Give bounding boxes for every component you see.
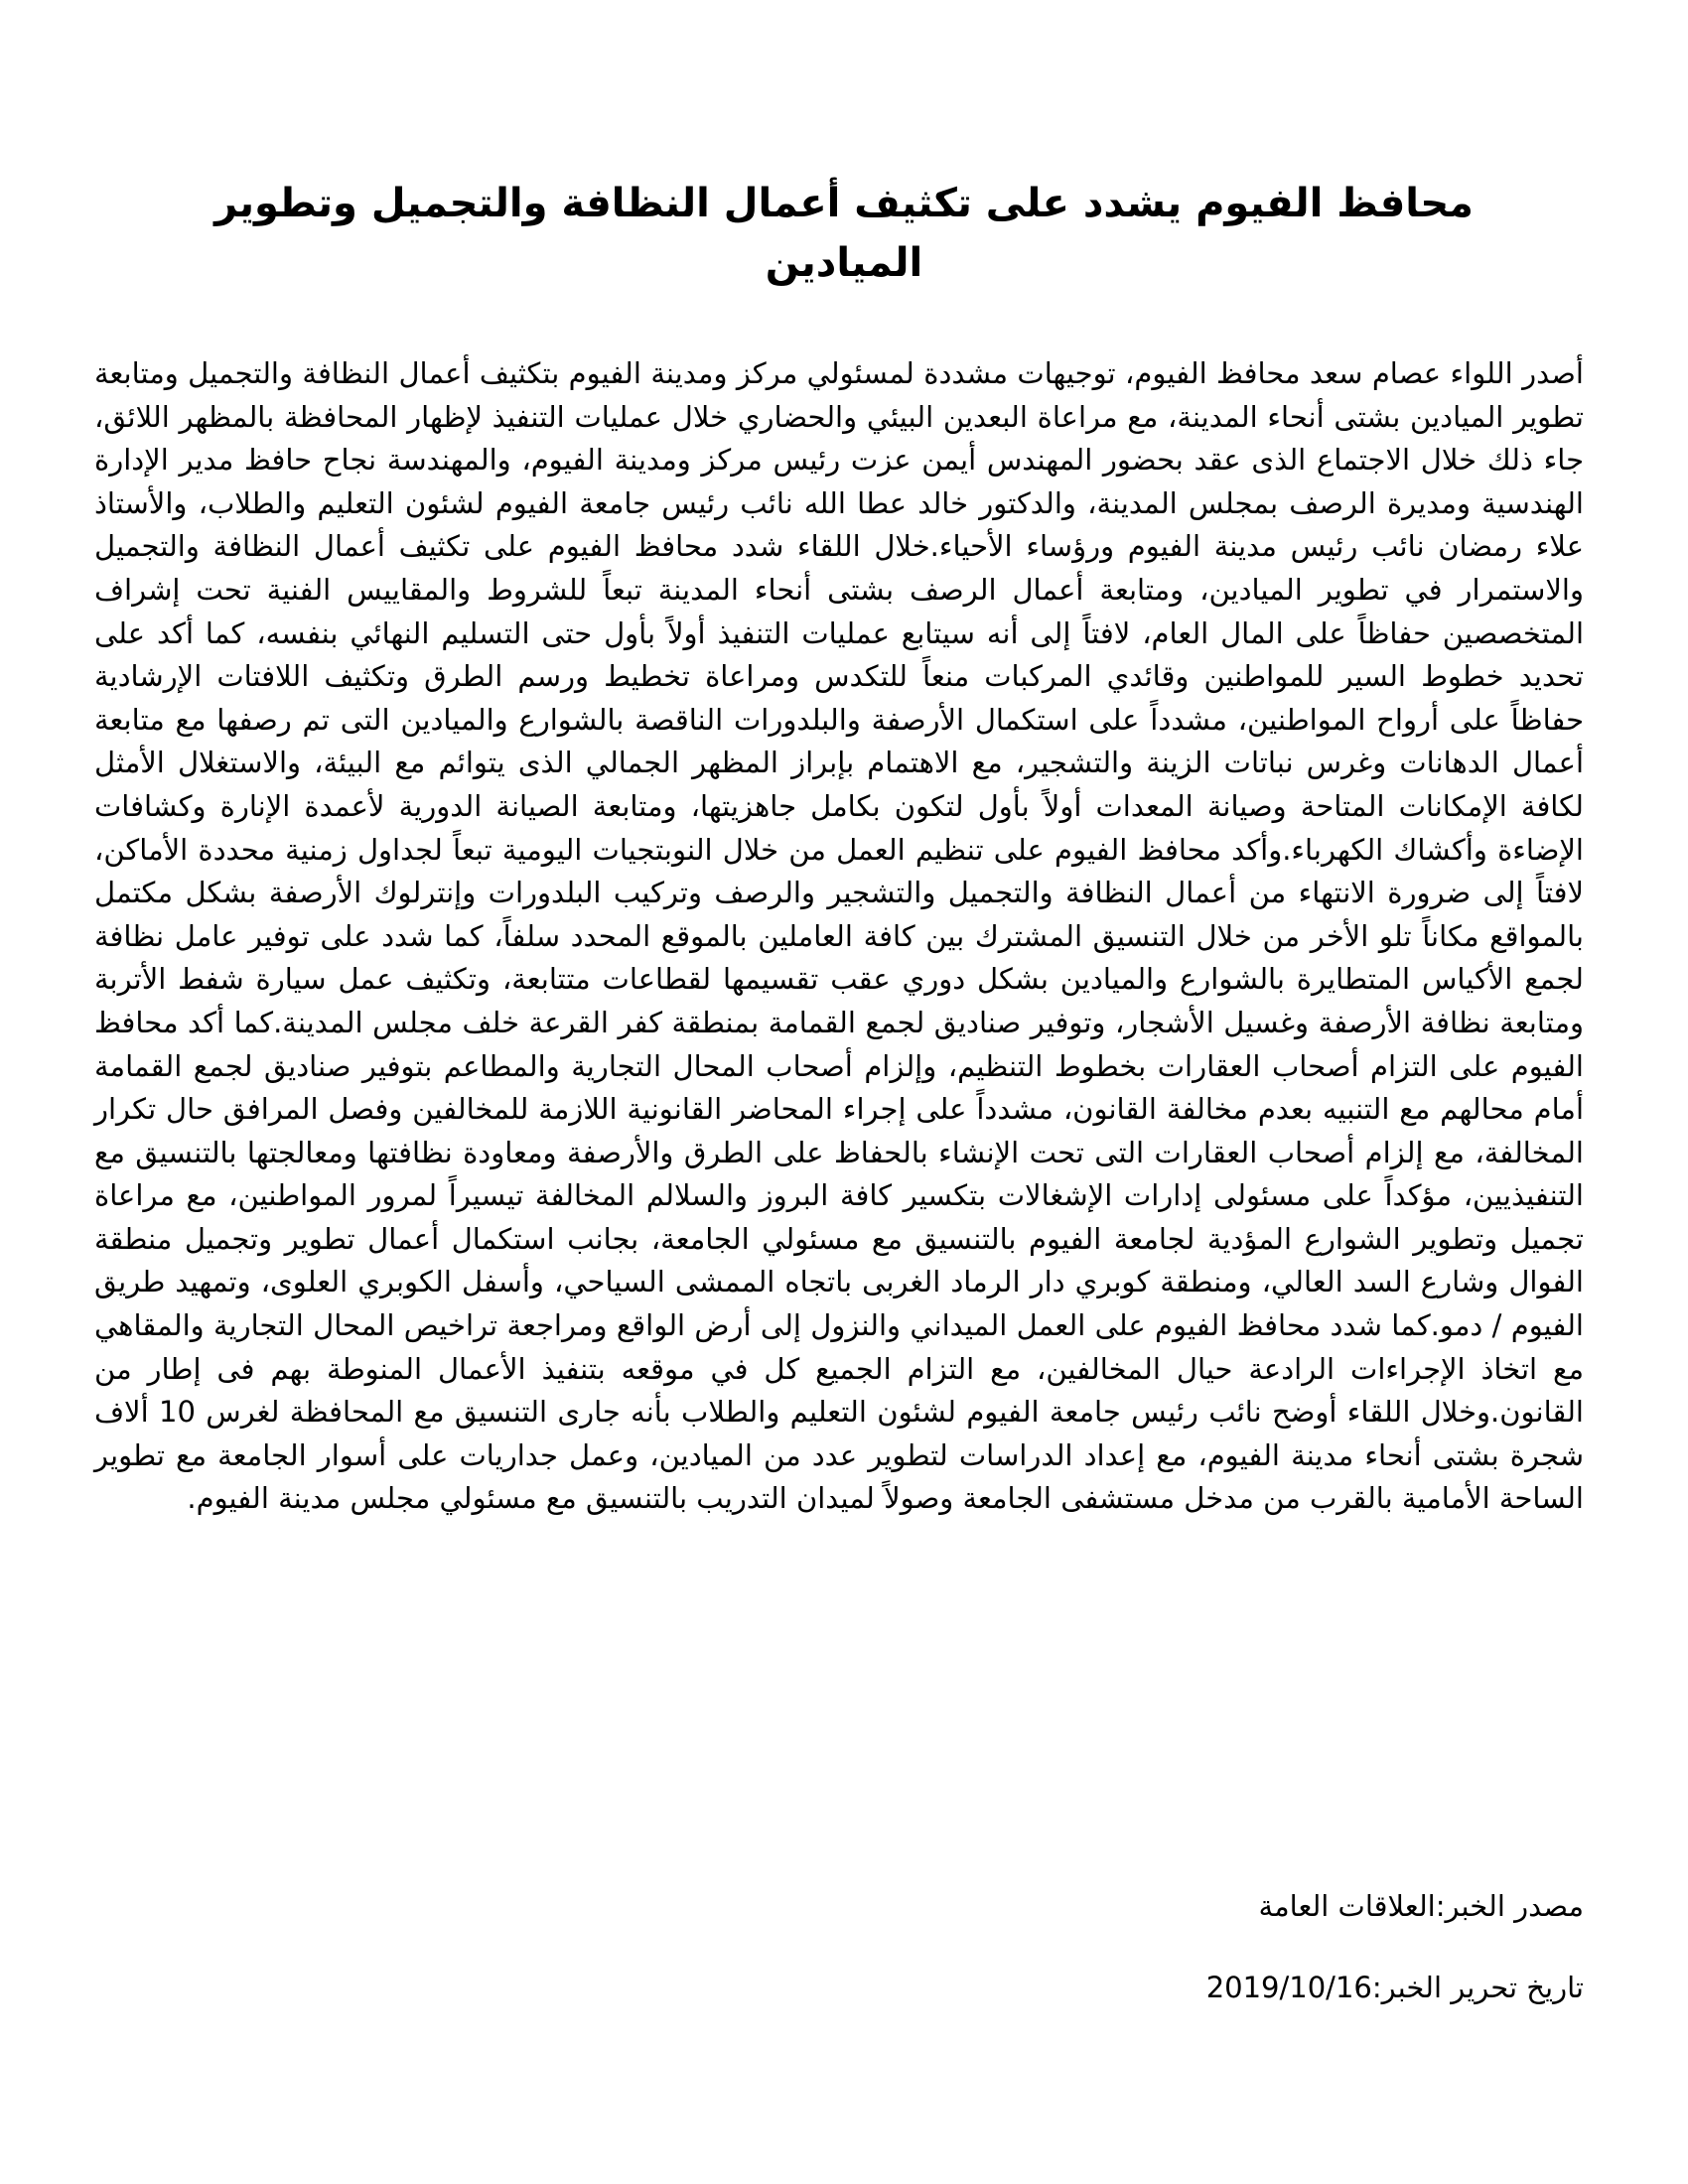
news-date-line: تاريخ تحرير الخبر:2019/10/16 [1205, 1971, 1584, 2004]
article-title: محافظ الفيوم يشدد على تكثيف أعمال النظافة والتجميل وتطوير الميادين [214, 181, 1474, 286]
news-source-line: مصدر الخبر:العلاقات العامة [1258, 1889, 1584, 1923]
article-body: أصدر اللواء عصام سعد محافظ الفيوم، توجيهات مشددة لمسئولي مركز ومدينة الفيوم بتكثيف أعمال النظافة والتجميل ومتابعة تطوير الميادين بشتى أنحاء المدينة، مع مراعاة البعدين البيئي والحضاري خلال عمليات التنفيذ لإظهار المحافظة بالمظهر اللائق، جاء ذلك خلال الاجتماع الذى عقد بحضور المهندس أيمن عزت رئيس مركز ومدينة الفيوم، والمهندسة نجاح حافظ مدير الإدارة الهندسية ومديرة الرصف بمجلس المدينة، والدكتور خالد عطا الله نائب رئيس جامعة الفيوم لشئون التعليم والطلاب، والأستاذ علاء رمضان نائب رئيس مدينة الفيوم ورؤساء الأحياء.خلال اللقاء شدد محافظ الفيوم على تكثيف أعمال النظافة والتجميل والاستمرار في تطوير الميادين، ومتابعة أعمال الرصف بشتى أنحاء المدينة تبعاً للشروط والمقاييس الفنية تحت إشراف المتخصصين حفاظاً على المال العام، لافتاً إلى أنه سيتابع عمليات التنفيذ أولاً بأول حتى التسليم النهائي بنفسه، كما أكد على تحديد خطوط السير للمواطنين وقائدي المركبات منعاً للتكدس ومراعاة تخطيط ورسم الطرق وتكثيف اللافتات الإرشادية حفاظاً على أرواح المواطنين، مشدداً على استكمال الأرصفة والبلدورات الناقصة بالشوارع والميادين التى تم رصفها مع متابعة أعمال الدهانات وغرس نباتات الزينة والتشجير، مع الاهتمام بإبراز المظهر الجمالي الذى يتوائم مع البيئة، والاستغلال الأمثل لكافة الإمكانات المتاحة وصيانة المعدات أولاً بأول لتكون بكامل جاهزيتها، ومتابعة الصيانة الدورية لأعمدة الإنارة وكشافات الإضاءة وأكشاك الكهرباء.وأكد محافظ الفيوم على تنظيم العمل من خلال النوبتجيات اليومية تبعاً لجداول زمنية محددة الأماكن، لافتاً إلى ضرورة الانتهاء من أعمال النظافة والتجميل والتشجير والرصف وتركيب البلدورات وإنترلوك الأرصفة بشكل مكتمل بالمواقع مكاناً تلو الأخر من خلال التنسيق المشترك بين كافة العاملين بالموقع المحدد سلفاً، كما شدد على توفير عامل نظافة لجمع الأكياس المتطايرة بالشوارع والميادين بشكل دوري عقب تقسيمها لقطاعات متتابعة، وتكثيف عمل سيارة شفط الأتربة ومتابعة نظافة الأرصفة وغسيل الأشجار، وتوفير صناديق لجمع القمامة بمنطقة كفر القرعة خلف مجلس المدينة.كما أكد محافظ الفيوم على التزام أصحاب العقارات بخطوط التنظيم، وإلزام أصحاب المحال التجارية والمطاعم بتوفير صناديق لجمع القمامة أمام محالهم مع التنبيه بعدم مخالفة القانون، مشدداً على إجراء المحاضر القانونية اللازمة للمخالفين وفصل المرافق حال تكرار المخالفة، مع إلزام أصحاب العقارات التى تحت الإنشاء بالحفاظ على الطرق والأرصفة ومعاودة نظافتها ومعالجتها بالتنسيق مع التنفيذيين، مؤكداً على مسئولى إدارات الإشغالات بتكسير كافة البروز والسلالم المخالفة تيسيراً لمرور المواطنين، مع مراعاة تجميل وتطوير الشوارع المؤدية لجامعة الفيوم بالتنسيق مع مسئولي الجامعة، بجانب استكمال أعمال تطوير وتجميل منطقة الفوال وشارع السد العالي، ومنطقة كوبري دار الرماد الغربى باتجاه الممشى السياحي، وأسفل الكوبري العلوى، وتمهيد طريق الفيوم / دمو.كما شدد محافظ الفيوم على العمل الميداني والنزول إلى أرض الواقع ومراجعة تراخيص المحال التجارية والمقاهي مع اتخاذ الإجراءات الرادعة حيال المخالفين، مع التزام الجميع كل في موقعه بتنفيذ الأعمال المنوطة بهم فى إطار من القانون.وخلال اللقاء أوضح نائب رئيس جامعة الفيوم لشئون التعليم والطلاب بأنه جارى التنسيق مع المحافظة لغرس 10 ألاف شجرة بشتى أنحاء مدينة الفيوم، مع إعداد الدراسات لتطوير عدد من الميادين، وعمل جداريات على أسوار الجامعة مع تطوير الساحة الأمامية بالقرب من مدخل مستشفى الجامعة وصولاً لميدان التدريب بالتنسيق مع مسئولي مجلس مدينة الفيوم. [94, 356, 1584, 1516]
